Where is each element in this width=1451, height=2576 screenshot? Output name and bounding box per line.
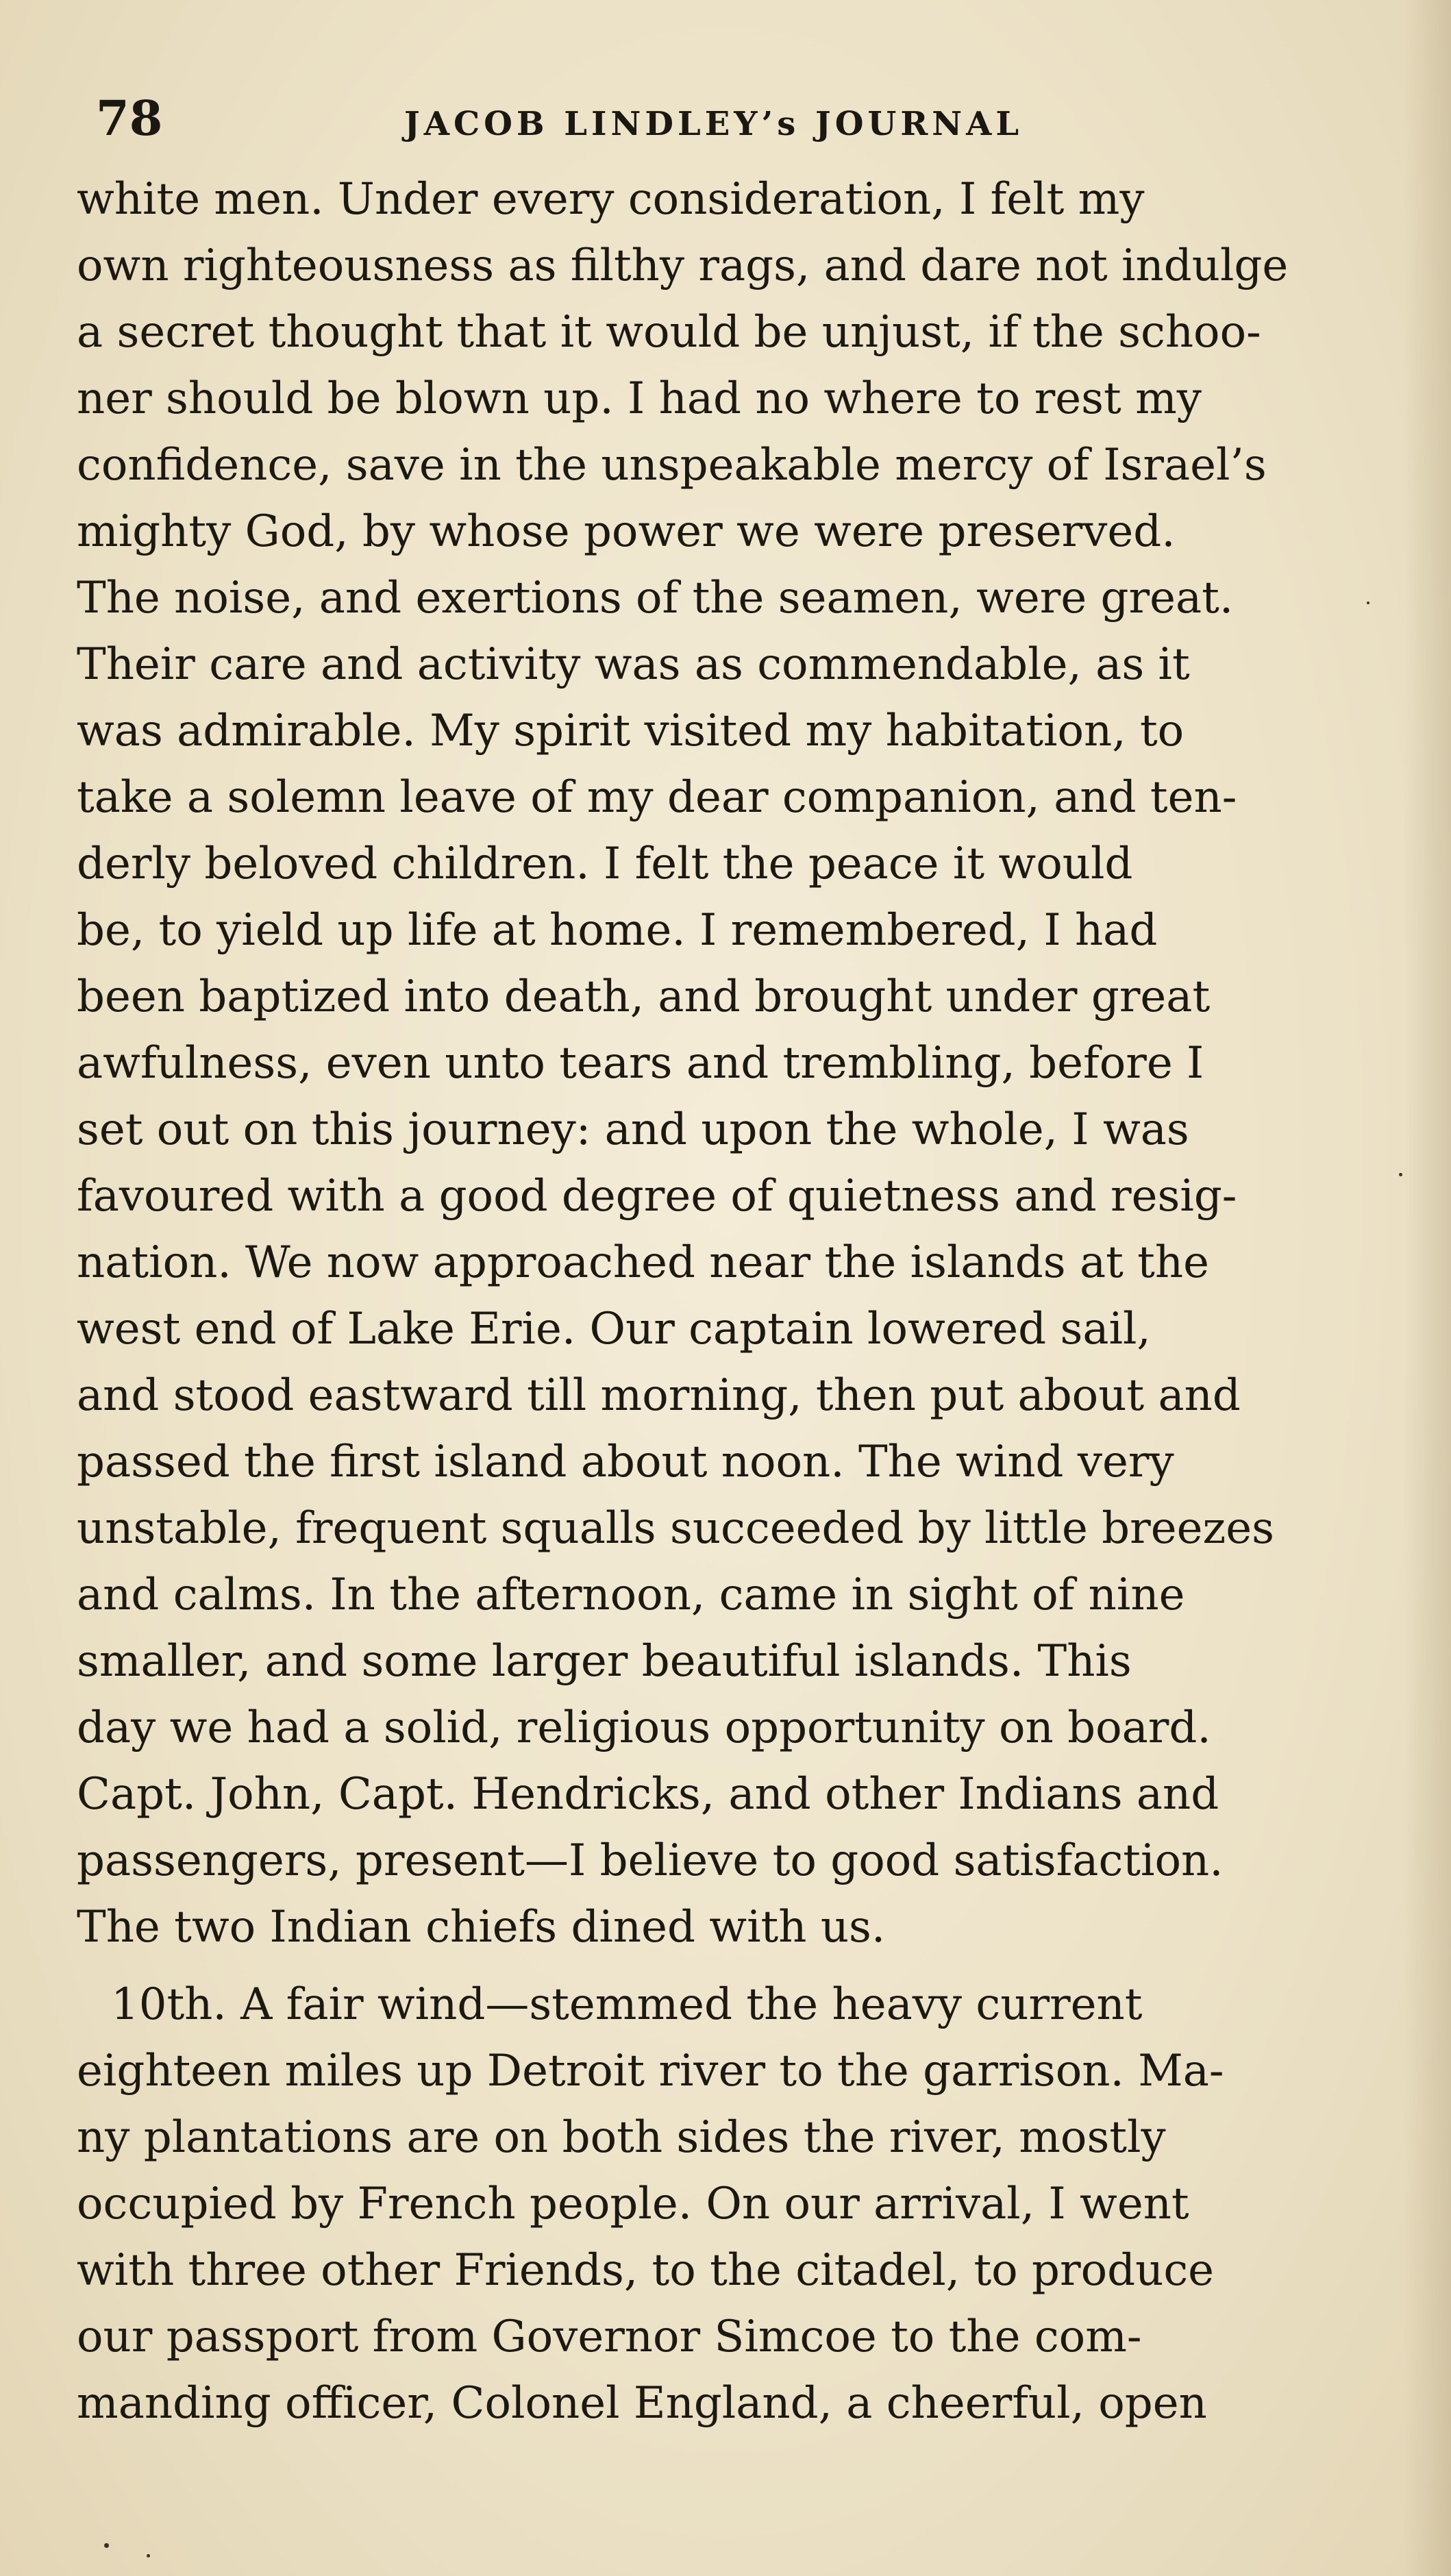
text-line: awfulness, even unto tears and trembling, before I	[77, 1038, 1204, 1089]
page-header	[96, 81, 1055, 156]
text-line: take a solemn leave of my dear companion, and ten-	[77, 772, 1237, 823]
text-line: favoured with a good degree of quietness and resig-	[77, 1171, 1237, 1222]
text-line: derly beloved children. I felt the peace it would	[77, 839, 1133, 889]
text-line: own righteousness as filthy rags, and dare not indulge	[77, 240, 1289, 291]
text-line: confidence, save in the unspeakable mercy of Israel’s	[77, 440, 1267, 491]
text-line: ny plantations are on both sides the river, mostly	[77, 2112, 1166, 2163]
text-line: our passport from Governor Simcoe to the com-	[77, 2312, 1142, 2362]
text-line: and stood eastward till morning, then put about and	[77, 1370, 1241, 1421]
text-line: smaller, and some larger beautiful islands. This	[77, 1636, 1132, 1687]
paper-speck	[1367, 602, 1369, 604]
text-line-indented: 10th. A fair wind—stemmed the heavy current	[111, 1979, 1143, 2030]
text-line: occupied by French people. On our arrival, I went	[77, 2179, 1189, 2229]
text-line: mighty God, by whose power we were preserved.	[77, 506, 1176, 557]
text-line: set out on this journey: and upon the whole, I was	[77, 1104, 1189, 1155]
paragraph-1	[77, 166, 1344, 1961]
text-line: Their care and activity was as commendable, as it	[77, 639, 1190, 690]
text-line: been baptized into death, and brought under great	[77, 971, 1211, 1022]
page-number: 78	[96, 90, 163, 147]
text-line: day we had a solid, religious opportunity on board.	[77, 1702, 1211, 1753]
text-line: unstable, frequent squalls succeeded by little breezes	[77, 1503, 1274, 1554]
body-text	[77, 166, 1344, 2437]
page-edge-shadow	[1403, 0, 1451, 2576]
paper-speck	[104, 2543, 109, 2548]
text-line: was admirable. My spirit visited my habitation, to	[77, 706, 1185, 756]
text-line: white men. Under every consideration, I felt my	[77, 174, 1145, 225]
text-line: eighteen miles up Detroit river to the garrison. Ma-	[77, 2046, 1224, 2096]
text-line: Capt. John, Capt. Hendricks, and other Indians and	[77, 1769, 1219, 1820]
text-line: with three other Friends, to the citadel, to produce	[77, 2245, 1215, 2296]
text-line: a secret thought that it would be unjust, if the schoo-	[77, 307, 1261, 358]
text-line: passed the first island about noon. The wind very	[77, 1437, 1174, 1487]
paper-speck	[1399, 1173, 1402, 1176]
text-line: The two Indian chiefs dined with us.	[77, 1902, 886, 1953]
running-head: JACOB LINDLEY’s JOURNAL	[404, 105, 1024, 143]
paper-speck	[147, 2554, 150, 2558]
text-line: and calms. In the afternoon, came in sight of nine	[77, 1570, 1185, 1620]
text-line: The noise, and exertions of the seamen, were great.	[77, 573, 1234, 623]
text-line: west end of Lake Erie. Our captain lowered sail,	[77, 1304, 1151, 1354]
text-line: be, to yield up life at home. I remembered, I had	[77, 905, 1158, 956]
text-line: ner should be blown up. I had no where to rest my	[77, 373, 1202, 424]
text-line: passengers, present—I believe to good satisfaction.	[77, 1835, 1224, 1886]
text-line: manding officer, Colonel England, a cheerful, open	[77, 2378, 1207, 2429]
paragraph-2	[77, 1972, 1344, 2437]
paragraph-gap	[77, 1961, 1344, 1972]
text-line: nation. We now approached near the islands at the	[77, 1237, 1209, 1288]
